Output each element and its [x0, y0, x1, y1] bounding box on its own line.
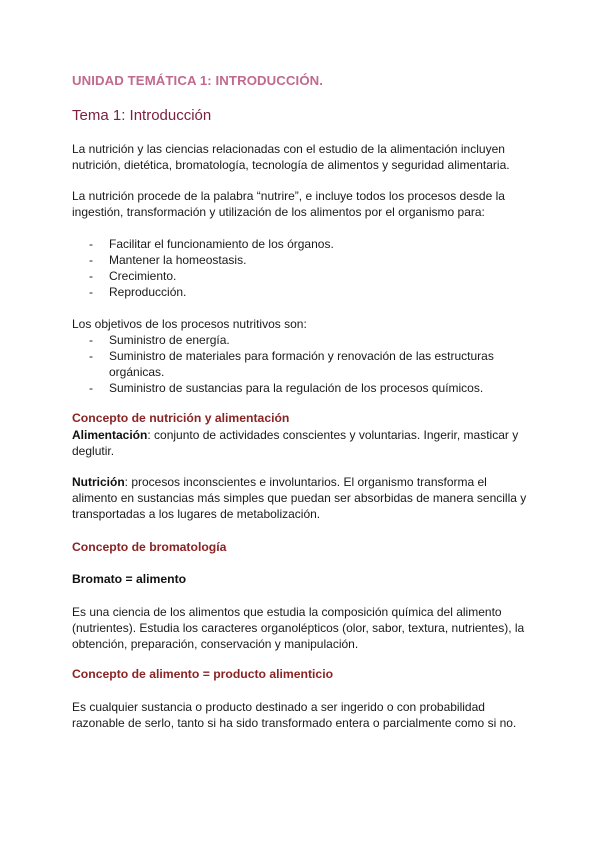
nutrition-origin-paragraph: La nutrición procede de la palabra “nutrire”, e incluye todos los procesos desde la ingestión, transformación y utilización de los alimentos por el organismo para: [72, 189, 505, 219]
list-item: - Reproducción. [89, 285, 187, 299]
list-item: - Facilitar el funcionamiento de los órganos. [89, 237, 334, 251]
bromato-formula: Bromato = alimento [72, 572, 187, 586]
dash-bullet: - [89, 285, 93, 299]
list-item: - Suministro de energía. [89, 333, 230, 347]
alimentacion-term: Alimentación [72, 428, 148, 442]
dash-bullet: - [89, 253, 93, 267]
objectives-list [72, 332, 532, 396]
intro-paragraph: La nutrición y las ciencias relacionadas con el estudio de la alimentación incluyen nutrición, dietética, bromatología, tecnología de alimentos y seguridad alimentaria. [72, 142, 510, 172]
tema-title: Tema 1: Introducción [72, 107, 212, 124]
objectives-paragraph: Los objetivos de los procesos nutritivos son: [72, 317, 307, 331]
nutrition-purpose-list [72, 236, 532, 300]
dash-bullet: - [89, 237, 93, 251]
list-item: - Mantener la homeostasis. [89, 253, 247, 267]
dash-bullet: - [89, 269, 93, 283]
dash-bullet: - [89, 349, 93, 363]
unit-title: UNIDAD TEMÁTICA 1: INTRODUCCIÓN. [72, 73, 324, 88]
nutricion-definition: Nutrición: procesos inconscientes e involuntarios. El organismo transforma el alimento en sustancias más simples que puedan ser absorbidas de manera sencilla y transportadas a los lugares de metabolización. [72, 475, 527, 521]
section-heading-alimento: Concepto de alimento = producto alimenticio [72, 667, 334, 681]
dash-bullet: - [89, 333, 93, 347]
section-heading-bromatologia: Concepto de bromatología [72, 540, 227, 554]
list-item: - Suministro de materiales para formación y renovación de las estructuras orgánicas. [89, 349, 494, 379]
alimento-paragraph: Es cualquier sustancia o producto destinado a ser ingerido o con probabilidad razonable de serlo, tanto si ha sido transformado entera o parcialmente como si no. [72, 700, 517, 730]
alimentacion-definition: Alimentación: conjunto de actividades conscientes y voluntarias. Ingerir, masticar y deglutir. [72, 428, 519, 458]
bromatologia-paragraph: Es una ciencia de los alimentos que estudia la composición química del alimento (nutrientes). Estudia los caracteres organolépticos (olor, sabor, textura, nutrientes), la obtención, preparación, conservación y manipulación. [72, 605, 525, 651]
dash-bullet: - [89, 381, 93, 395]
nutricion-term: Nutrición [72, 475, 125, 489]
section-heading-nutricion-alimentacion: Concepto de nutrición y alimentación [72, 411, 290, 425]
list-item: - Suministro de sustancias para la regulación de los procesos químicos. [89, 381, 484, 395]
list-item: - Crecimiento. [89, 269, 177, 283]
